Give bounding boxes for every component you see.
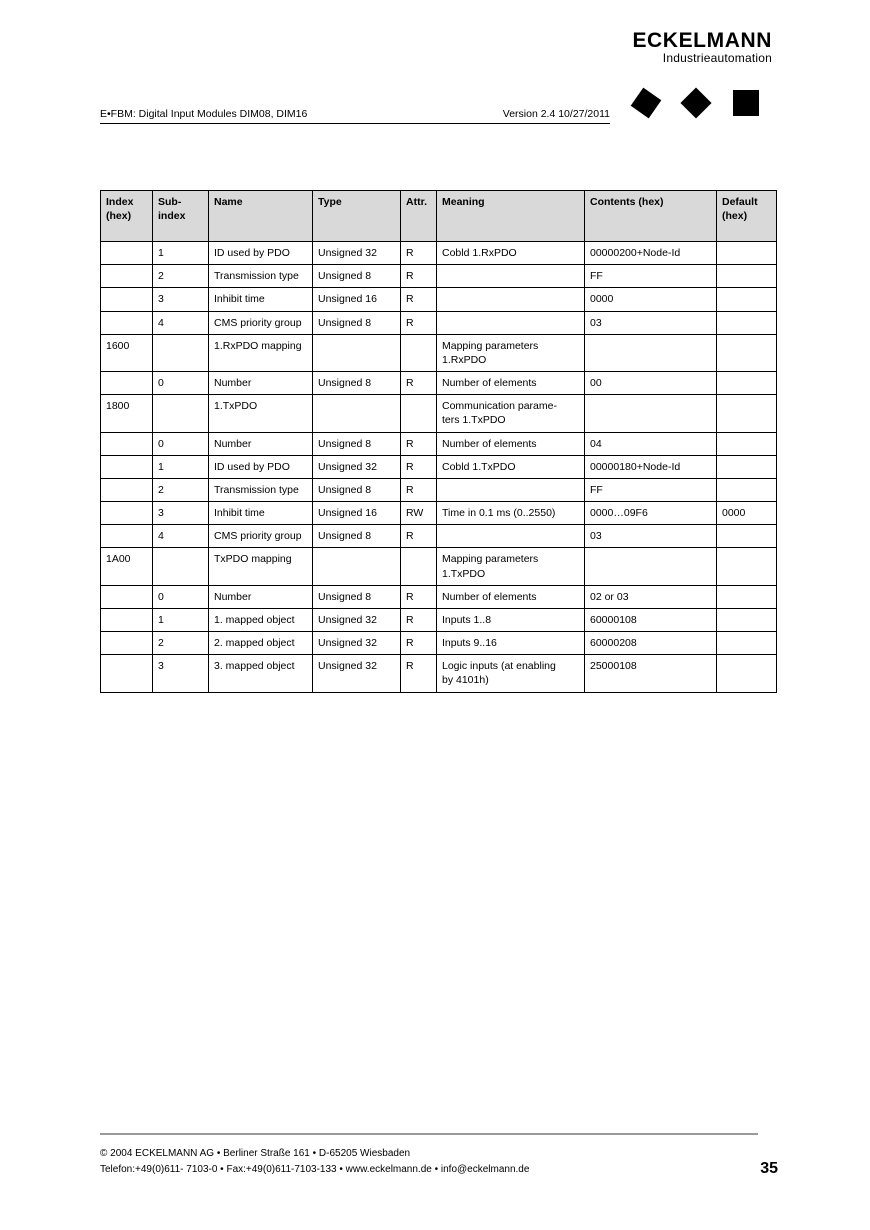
table-cell-attr — [401, 334, 437, 371]
table-cell-default — [717, 265, 777, 288]
table-cell-type: Unsigned 32 — [313, 242, 401, 265]
table-cell-default — [717, 311, 777, 334]
table-cell-sub: 3 — [153, 655, 209, 692]
table-cell-meaning: Time in 0.1 ms (0..2550) — [437, 502, 585, 525]
table-cell-name: Transmission type — [209, 265, 313, 288]
table-cell-attr — [401, 395, 437, 432]
table-cell-meaning: Number of elements — [437, 432, 585, 455]
table-column-header — [401, 191, 437, 242]
table-cell-default — [717, 655, 777, 692]
table-cell-meaning — [437, 525, 585, 548]
table-cell-type: Unsigned 16 — [313, 288, 401, 311]
table-body — [101, 242, 777, 693]
table-cell-meaning: Communication parame- ters 1.TxPDO — [437, 395, 585, 432]
table-column-header — [717, 191, 777, 242]
footer-divider — [100, 1133, 758, 1135]
table-column-header-line2: index — [158, 210, 186, 223]
footer-address: © 2004 ECKELMANN AG • Berliner Straße 161 • D-65205 Wiesbaden — [100, 1148, 411, 1159]
table-row — [101, 432, 777, 455]
table-cell-name: ID used by PDO — [209, 455, 313, 478]
table-column-header — [585, 191, 717, 242]
table-cell-sub: 1 — [153, 608, 209, 631]
table-cell-name: 1. mapped object — [209, 608, 313, 631]
table-cell-name: TxPDO mapping — [209, 548, 313, 585]
table-cell-contents: 03 — [585, 525, 717, 548]
table-column-header — [101, 191, 153, 242]
logo-diamond-icon — [626, 85, 666, 121]
object-dictionary-table — [100, 190, 777, 693]
table-cell-type — [313, 334, 401, 371]
table-cell-contents — [585, 395, 717, 432]
table-cell-name: Number — [209, 372, 313, 395]
table-cell-type: Unsigned 32 — [313, 455, 401, 478]
table-cell-type: Unsigned 32 — [313, 632, 401, 655]
table-cell-name: Inhibit time — [209, 288, 313, 311]
table-cell-name: Number — [209, 585, 313, 608]
table-cell-default — [717, 334, 777, 371]
page-header — [100, 108, 610, 124]
table-cell-attr: R — [401, 265, 437, 288]
table-cell-default — [717, 455, 777, 478]
table-cell-attr: R — [401, 372, 437, 395]
table-cell-meaning: Number of elements — [437, 585, 585, 608]
company-logo — [626, 30, 772, 65]
table-cell-attr: R — [401, 608, 437, 631]
table-cell-name: 1.RxPDO mapping — [209, 334, 313, 371]
table-cell-sub: 0 — [153, 432, 209, 455]
table-cell-attr — [401, 548, 437, 585]
table-cell-sub: 1 — [153, 242, 209, 265]
table-cell-sub: 2 — [153, 265, 209, 288]
table-cell-contents: 00000180+Node-Id — [585, 455, 717, 478]
table-cell-index: 1A00 — [101, 548, 153, 585]
table-cell-sub: 2 — [153, 478, 209, 501]
table-cell-meaning — [437, 311, 585, 334]
table-cell-index — [101, 265, 153, 288]
table-cell-default — [717, 585, 777, 608]
table-cell-contents: 60000108 — [585, 608, 717, 631]
table-row — [101, 242, 777, 265]
table-cell-type: Unsigned 16 — [313, 502, 401, 525]
table-cell-type: Unsigned 8 — [313, 372, 401, 395]
table-cell-meaning: Number of elements — [437, 372, 585, 395]
table-cell-attr: R — [401, 242, 437, 265]
table-cell-type: Unsigned 8 — [313, 525, 401, 548]
table-cell-name: CMS priority group — [209, 525, 313, 548]
table-cell-index — [101, 478, 153, 501]
table-column-header-line1: Index — [106, 196, 134, 208]
table-row — [101, 525, 777, 548]
table-cell-meaning — [437, 478, 585, 501]
table-row — [101, 395, 777, 432]
page-number: 35 — [760, 1160, 778, 1177]
table-cell-sub — [153, 395, 209, 432]
table-cell-attr: RW — [401, 502, 437, 525]
table-column-header-line1: Type — [318, 196, 342, 208]
table-cell-name: Transmission type — [209, 478, 313, 501]
table-cell-index — [101, 372, 153, 395]
logo-title: ECKELMANN — [632, 29, 772, 52]
table-column-header — [209, 191, 313, 242]
table-row — [101, 548, 777, 585]
table-row — [101, 502, 777, 525]
table-column-header-line1: Sub- — [158, 196, 182, 208]
table-cell-contents: 04 — [585, 432, 717, 455]
table-column-header-line2: (hex) — [722, 210, 748, 223]
table-cell-type — [313, 548, 401, 585]
table-cell-default — [717, 608, 777, 631]
table-cell-attr: R — [401, 478, 437, 501]
table-cell-contents: FF — [585, 265, 717, 288]
table-cell-default — [717, 548, 777, 585]
table-row — [101, 265, 777, 288]
table-cell-contents: 00 — [585, 372, 717, 395]
table-cell-index — [101, 311, 153, 334]
table-cell-default — [717, 525, 777, 548]
table-column-header — [437, 191, 585, 242]
table-cell-index: 1800 — [101, 395, 153, 432]
table-row — [101, 372, 777, 395]
table-cell-name: Inhibit time — [209, 502, 313, 525]
table-row — [101, 585, 777, 608]
table-row — [101, 608, 777, 631]
header-version: Version 2.4 10/27/2011 — [502, 108, 610, 120]
table-cell-meaning: Mapping parameters 1.TxPDO — [437, 548, 585, 585]
table-cell-attr: R — [401, 585, 437, 608]
logo-marks — [626, 85, 772, 121]
table-row — [101, 632, 777, 655]
table-cell-name: ID used by PDO — [209, 242, 313, 265]
table-cell-contents — [585, 334, 717, 371]
table-cell-attr: R — [401, 432, 437, 455]
header-document-title: E•FBM: Digital Input Modules DIM08, DIM16 — [100, 108, 308, 120]
table-cell-default — [717, 288, 777, 311]
table-cell-index — [101, 525, 153, 548]
table-cell-sub — [153, 548, 209, 585]
table-row — [101, 311, 777, 334]
table-row — [101, 455, 777, 478]
table-cell-index — [101, 288, 153, 311]
table-cell-sub: 0 — [153, 372, 209, 395]
table-cell-meaning: Cobld 1.TxPDO — [437, 455, 585, 478]
table-cell-default — [717, 395, 777, 432]
table-cell-contents: FF — [585, 478, 717, 501]
table-row — [101, 334, 777, 371]
table-cell-default — [717, 432, 777, 455]
table-header-row — [101, 191, 777, 242]
table-cell-type: Unsigned 32 — [313, 608, 401, 631]
table-cell-attr: R — [401, 525, 437, 548]
table-cell-index — [101, 455, 153, 478]
table-cell-sub: 0 — [153, 585, 209, 608]
table-cell-name: Number — [209, 432, 313, 455]
table-cell-attr: R — [401, 288, 437, 311]
table-cell-contents: 25000108 — [585, 655, 717, 692]
table-cell-index: 1600 — [101, 334, 153, 371]
table-cell-meaning: Inputs 1..8 — [437, 608, 585, 631]
header-divider — [100, 123, 610, 124]
table-column-header-line2: (hex) — [106, 210, 132, 223]
table-cell-name: 1.TxPDO — [209, 395, 313, 432]
table-cell-index — [101, 432, 153, 455]
table-cell-default — [717, 632, 777, 655]
table-row — [101, 655, 777, 692]
table-cell-default: 0000 — [717, 502, 777, 525]
table-cell-meaning: Inputs 9..16 — [437, 632, 585, 655]
table-cell-default — [717, 478, 777, 501]
table-cell-contents: 0000…09F6 — [585, 502, 717, 525]
table-cell-contents: 02 or 03 — [585, 585, 717, 608]
table-cell-type — [313, 395, 401, 432]
table-cell-meaning — [437, 265, 585, 288]
table-cell-attr: R — [401, 632, 437, 655]
table-cell-index — [101, 585, 153, 608]
table-cell-sub: 1 — [153, 455, 209, 478]
object-dictionary-table-container — [100, 190, 776, 693]
table-cell-contents: 60000208 — [585, 632, 717, 655]
logo-subtitle: Industrieautomation — [662, 51, 772, 65]
table-cell-sub: 2 — [153, 632, 209, 655]
table-cell-default — [717, 372, 777, 395]
table-cell-index — [101, 242, 153, 265]
table-cell-sub: 4 — [153, 525, 209, 548]
table-cell-sub — [153, 334, 209, 371]
table-cell-attr: R — [401, 455, 437, 478]
table-column-header-line1: Meaning — [442, 196, 485, 208]
table-cell-sub: 3 — [153, 288, 209, 311]
footer-contact: Telefon:+49(0)611- 7103-0 • Fax:+49(0)611-7103-133 • www.eckelmann.de • info@eckelmann.de — [100, 1163, 530, 1175]
table-row — [101, 478, 777, 501]
table-cell-name: 3. mapped object — [209, 655, 313, 692]
table-cell-name: 2. mapped object — [209, 632, 313, 655]
logo-square-icon — [726, 85, 766, 121]
table-column-header-line1: Contents (hex) — [590, 196, 664, 208]
table-cell-attr: R — [401, 311, 437, 334]
table-cell-contents: 00000200+Node-Id — [585, 242, 717, 265]
table-cell-contents: 03 — [585, 311, 717, 334]
table-cell-contents: 0000 — [585, 288, 717, 311]
table-cell-meaning: Mapping parameters 1.RxPDO — [437, 334, 585, 371]
table-cell-index — [101, 655, 153, 692]
table-cell-type: Unsigned 8 — [313, 478, 401, 501]
table-column-header-line1: Default — [722, 196, 758, 208]
table-column-header — [313, 191, 401, 242]
table-cell-default — [717, 242, 777, 265]
table-cell-type: Unsigned 32 — [313, 655, 401, 692]
table-column-header-line1: Name — [214, 196, 243, 208]
table-cell-index — [101, 608, 153, 631]
table-cell-sub: 3 — [153, 502, 209, 525]
table-column-header-line1: Attr. — [406, 196, 427, 208]
table-cell-meaning: Logic inputs (at enabling by 4101h) — [437, 655, 585, 692]
page-footer — [100, 1146, 700, 1177]
table-cell-type: Unsigned 8 — [313, 585, 401, 608]
table-cell-type: Unsigned 8 — [313, 311, 401, 334]
table-row — [101, 288, 777, 311]
table-cell-meaning — [437, 288, 585, 311]
table-cell-meaning: Cobld 1.RxPDO — [437, 242, 585, 265]
table-cell-sub: 4 — [153, 311, 209, 334]
logo-diamond-icon — [676, 85, 716, 121]
table-column-header — [153, 191, 209, 242]
table-cell-contents — [585, 548, 717, 585]
table-cell-name: CMS priority group — [209, 311, 313, 334]
table-cell-index — [101, 502, 153, 525]
table-cell-type: Unsigned 8 — [313, 265, 401, 288]
table-cell-index — [101, 632, 153, 655]
table-cell-attr: R — [401, 655, 437, 692]
table-cell-type: Unsigned 8 — [313, 432, 401, 455]
